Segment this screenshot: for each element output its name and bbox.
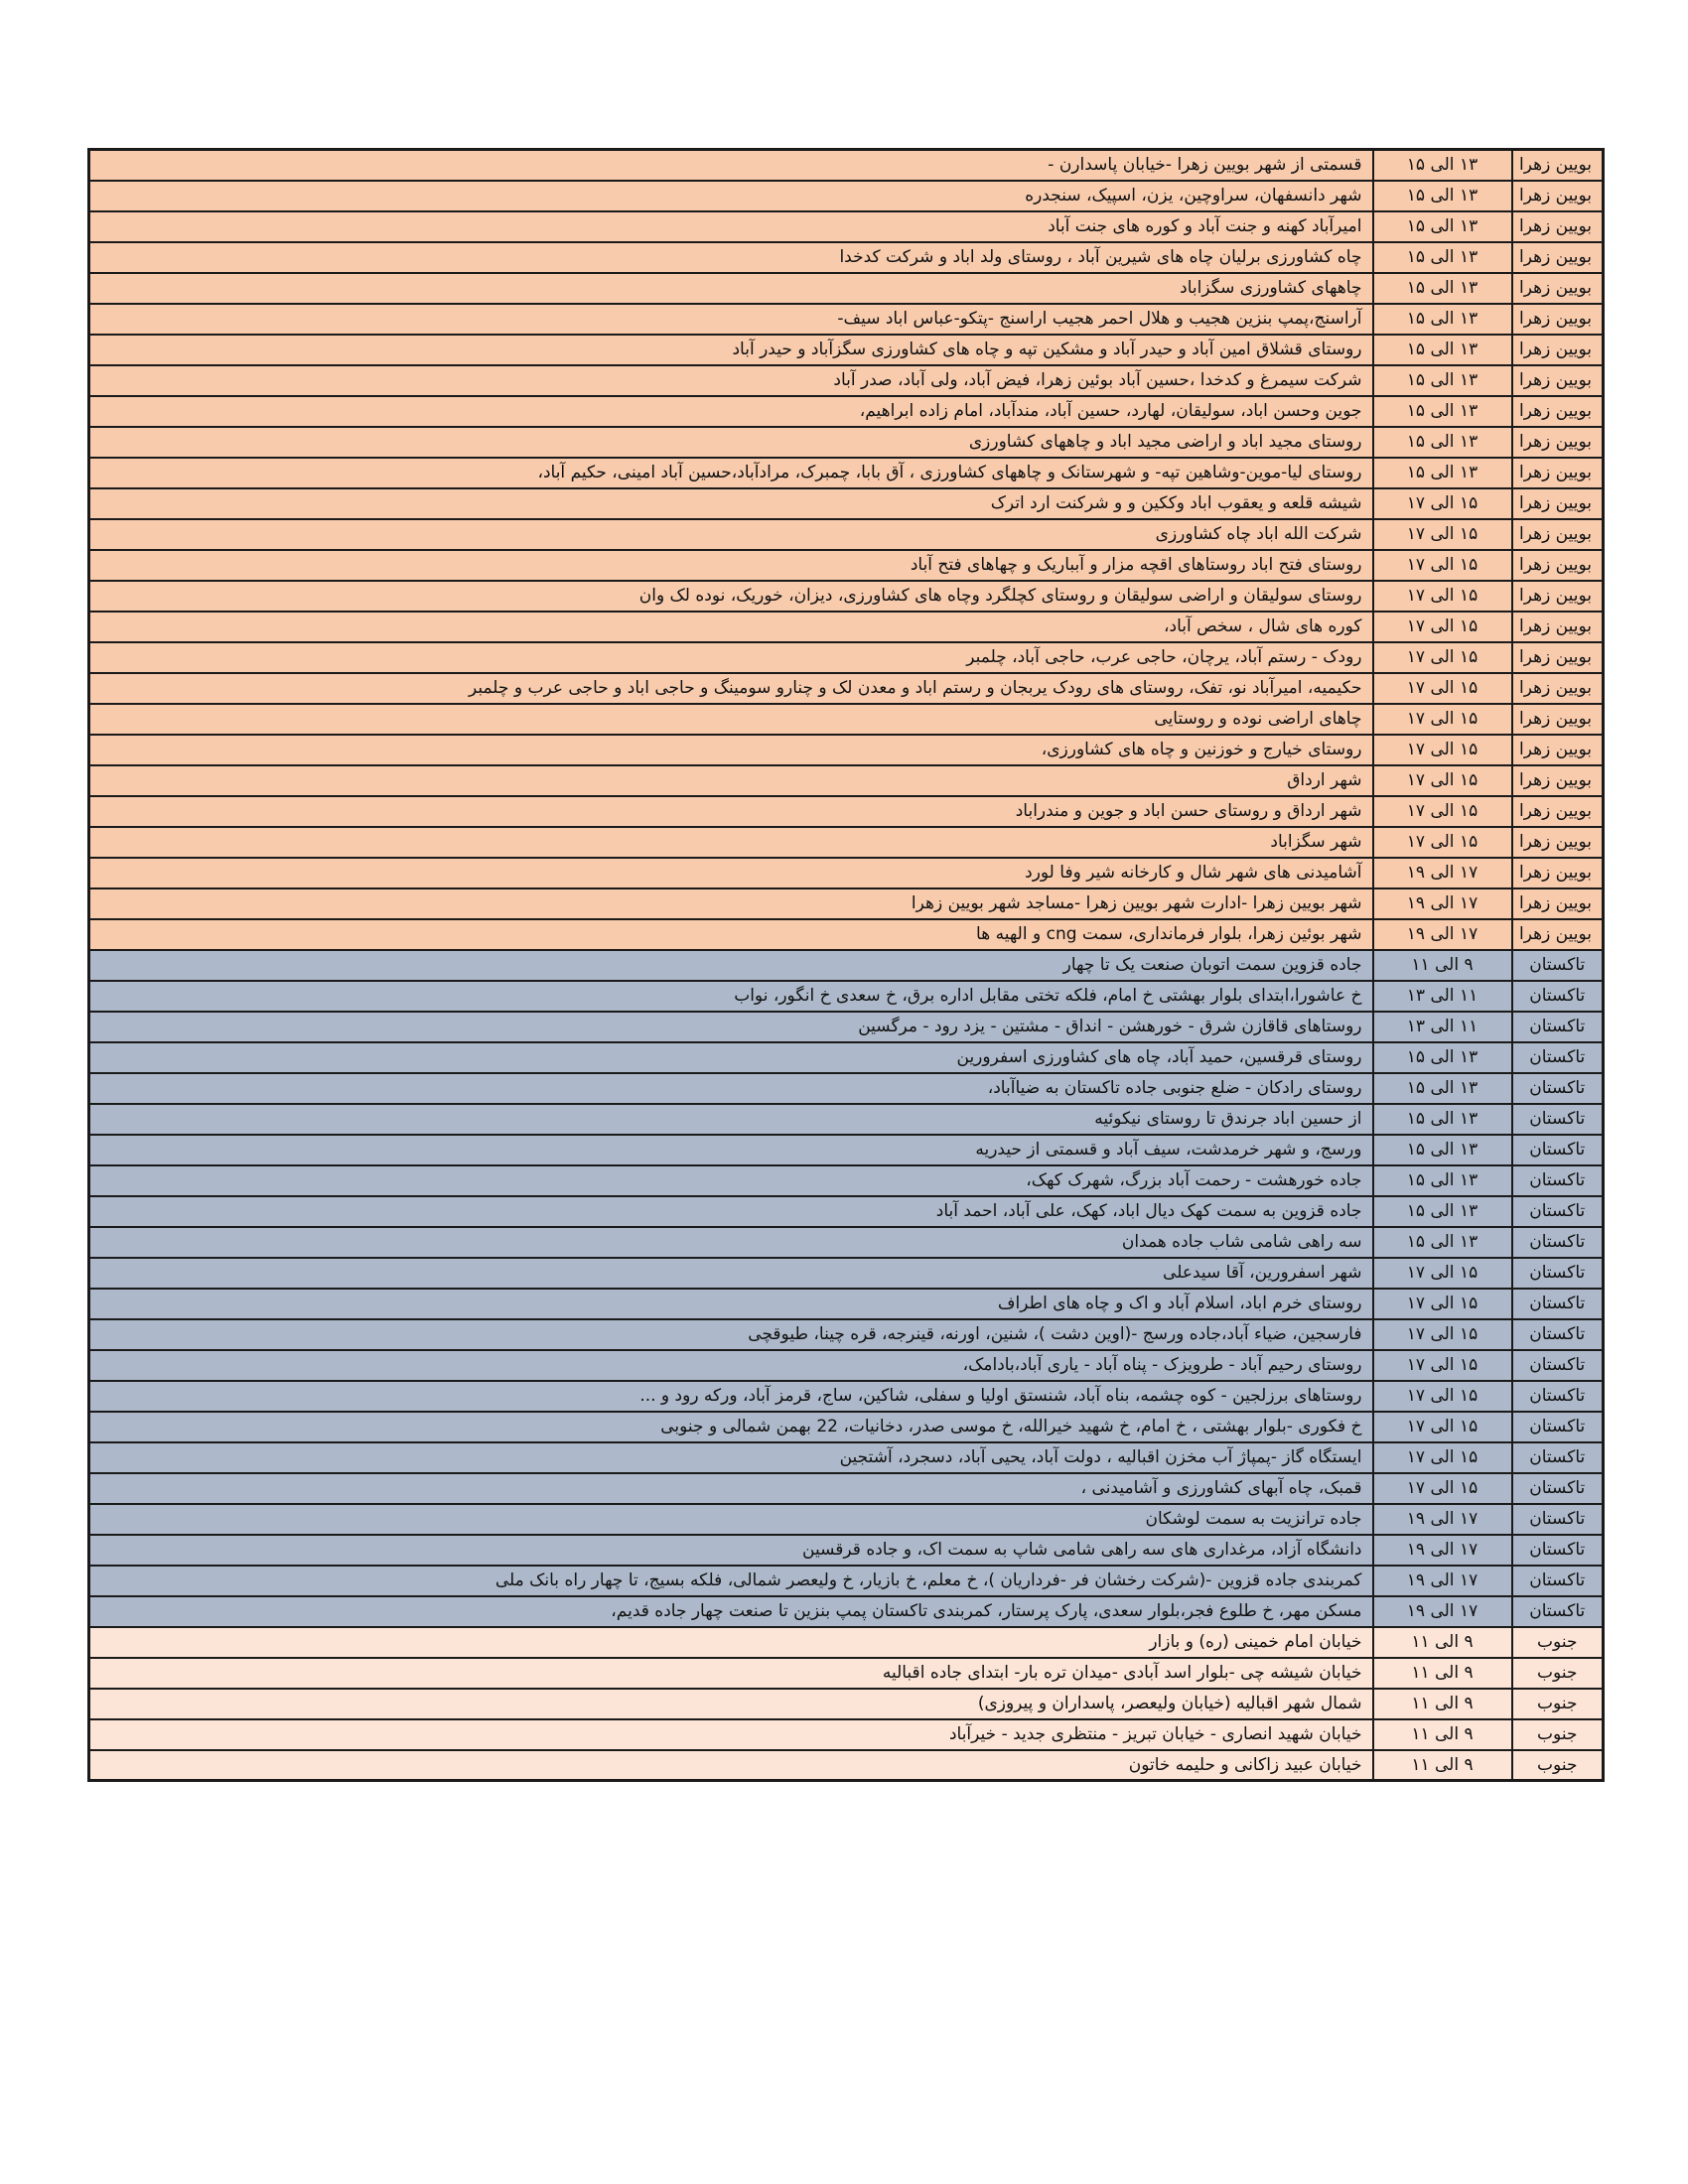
region-cell: تاکستان (1512, 1412, 1604, 1442)
region-cell: بویین زهرا (1512, 704, 1604, 735)
region-cell: تاکستان (1512, 1566, 1604, 1596)
table-row (89, 581, 1604, 612)
area-cell: شهر ارداق (89, 765, 1373, 796)
time-cell: ۱۳ الی ۱۵ (1373, 396, 1512, 427)
table-row (89, 765, 1604, 796)
table-row (89, 1104, 1604, 1135)
time-cell: ۱۵ الی ۱۷ (1373, 1319, 1512, 1350)
time-cell: ۱۵ الی ۱۷ (1373, 1412, 1512, 1442)
region-cell: تاکستان (1512, 1073, 1604, 1104)
area-cell: جاده ترانزیت به سمت لوشکان (89, 1504, 1373, 1535)
region-cell: بویین زهرا (1512, 242, 1604, 273)
time-cell: ۱۵ الی ۱۷ (1373, 519, 1512, 550)
area-cell: مسکن مهر، خ طلوع فجر،بلوار سعدی، پارک پرستار، کمربندی تاکستان پمپ بنزین تا صنعت چهار جاده قدیم، (89, 1596, 1373, 1627)
area-cell: امیرآباد کهنه و جنت آباد و کوره های جنت آباد (89, 211, 1373, 242)
time-cell: ۱۷ الی ۱۹ (1373, 1535, 1512, 1566)
table-row (89, 1258, 1604, 1289)
area-cell: روستای خیارج و خوزنین و چاه های کشاورزی، (89, 735, 1373, 765)
region-cell: جنوب (1512, 1689, 1604, 1719)
region-cell: جنوب (1512, 1719, 1604, 1750)
area-cell: قسمتی از شهر بویین زهرا -خیابان پاسدارن - (89, 150, 1373, 181)
area-cell: چاههای کشاورزی سگزاباد (89, 273, 1373, 304)
region-cell: تاکستان (1512, 1012, 1604, 1042)
region-cell: بویین زهرا (1512, 488, 1604, 519)
time-cell: ۱۵ الی ۱۷ (1373, 1350, 1512, 1381)
region-cell: بویین زهرا (1512, 304, 1604, 335)
area-cell: ورسج، و شهر خرمدشت، سیف آباد و قسمتی از حیدریه (89, 1135, 1373, 1165)
region-cell: تاکستان (1512, 1165, 1604, 1196)
region-cell: بویین زهرا (1512, 550, 1604, 581)
table-row (89, 211, 1604, 242)
area-cell: خیابان شیشه چی -بلوار اسد آبادی -میدان تره بار- ابتدای جاده اقبالیه (89, 1658, 1373, 1689)
table-row (89, 1165, 1604, 1196)
area-cell: روستاهای برزلجین - کوه چشمه، بناه آباد، شنستق اولیا و سفلی، شاکین، ساج، قرمز آباد، ورکه رود و ... (89, 1381, 1373, 1412)
area-cell: سه راهی شامی شاب جاده همدان (89, 1227, 1373, 1258)
time-cell: ۹ الی ۱۱ (1373, 1627, 1512, 1658)
area-cell: روستای خرم اباد، اسلام آباد و اک و چاه های اطراف (89, 1289, 1373, 1319)
region-cell: تاکستان (1512, 1258, 1604, 1289)
table-row (89, 1289, 1604, 1319)
table-row (89, 1750, 1604, 1781)
area-cell: جوین وحسن اباد، سولیقان، لهارد، حسین آباد، مندآباد، امام زاده ابراهیم، (89, 396, 1373, 427)
area-cell: روستای فتح اباد روستاهای اقچه مزار و آبباریک و چهاهای فتح آباد (89, 550, 1373, 581)
time-cell: ۱۷ الی ۱۹ (1373, 888, 1512, 919)
time-cell: ۱۵ الی ۱۷ (1373, 1289, 1512, 1319)
time-cell: ۱۵ الی ۱۷ (1373, 1473, 1512, 1504)
region-cell: بویین زهرا (1512, 427, 1604, 458)
table-row (89, 519, 1604, 550)
region-cell: تاکستان (1512, 1350, 1604, 1381)
region-cell: تاکستان (1512, 1227, 1604, 1258)
outage-schedule-table (87, 148, 1605, 1782)
time-cell: ۱۷ الی ۱۹ (1373, 1566, 1512, 1596)
outage-table-body (89, 150, 1604, 1781)
region-cell: بویین زهرا (1512, 211, 1604, 242)
table-row (89, 888, 1604, 919)
region-cell: بویین زهرا (1512, 765, 1604, 796)
area-cell: روستاهای قاقازن شرق - خورهشن - انداق - مشتین - یزد رود - مرگسین (89, 1012, 1373, 1042)
area-cell: حکیمیه، امیرآباد نو، تفک، روستای های رودک یربجان و رستم اباد و معدن لک و چنارو سومینگ و حاجی اباد و حاجی عرب و چلمبر (89, 673, 1373, 704)
table-row (89, 1227, 1604, 1258)
table-row (89, 150, 1604, 181)
table-row (89, 1042, 1604, 1073)
region-cell: جنوب (1512, 1658, 1604, 1689)
time-cell: ۱۳ الی ۱۵ (1373, 365, 1512, 396)
time-cell: ۱۳ الی ۱۵ (1373, 304, 1512, 335)
region-cell: تاکستان (1512, 1442, 1604, 1473)
table-row (89, 273, 1604, 304)
area-cell: چاه کشاورزی برلیان چاه های شیرین آباد ، روستای ولد اباد و شرکت کدخدا (89, 242, 1373, 273)
table-row (89, 1381, 1604, 1412)
table-row (89, 642, 1604, 673)
area-cell: روستای قشلاق امین آباد و حیدر آباد و مشکین تپه و چاه های کشاورزی سگزآباد و حیدر آباد (89, 335, 1373, 365)
table-row (89, 1196, 1604, 1227)
area-cell: خ فکوری -بلوار بهشتی ، خ امام، خ شهید خیرالله، خ موسی صدر، دخانیات، 22 بهمن شمالی و جنوبی (89, 1412, 1373, 1442)
region-cell: بویین زهرا (1512, 365, 1604, 396)
area-cell: شرکت الله اباد چاه کشاورزی (89, 519, 1373, 550)
time-cell: ۱۳ الی ۱۵ (1373, 1196, 1512, 1227)
table-row (89, 981, 1604, 1012)
area-cell: روستای قرقسین، حمید آباد، چاه های کشاورزی اسفرورین (89, 1042, 1373, 1073)
region-cell: تاکستان (1512, 1135, 1604, 1165)
area-cell: شیشه قلعه و یعقوب اباد وککین و و شرکنت ارد اترک (89, 488, 1373, 519)
time-cell: ۱۳ الی ۱۵ (1373, 1165, 1512, 1196)
table-row (89, 1596, 1604, 1627)
table-row (89, 396, 1604, 427)
time-cell: ۹ الی ۱۱ (1373, 1719, 1512, 1750)
region-cell: تاکستان (1512, 1042, 1604, 1073)
time-cell: ۱۳ الی ۱۵ (1373, 458, 1512, 488)
table-row (89, 1350, 1604, 1381)
area-cell: خیابان امام خمینی (ره) و بازار (89, 1627, 1373, 1658)
table-row (89, 796, 1604, 827)
region-cell: تاکستان (1512, 1381, 1604, 1412)
region-cell: تاکستان (1512, 1289, 1604, 1319)
time-cell: ۱۳ الی ۱۵ (1373, 1227, 1512, 1258)
region-cell: تاکستان (1512, 1535, 1604, 1566)
table-row (89, 950, 1604, 981)
region-cell: بویین زهرا (1512, 458, 1604, 488)
time-cell: ۹ الی ۱۱ (1373, 1658, 1512, 1689)
region-cell: بویین زهرا (1512, 396, 1604, 427)
area-cell: جاده قزوین سمت اتوبان صنعت یک تا چهار (89, 950, 1373, 981)
table-row (89, 1412, 1604, 1442)
area-cell: رودک - رستم آباد، یرچان، حاجی عرب، حاجی آباد، چلمبر (89, 642, 1373, 673)
table-row (89, 427, 1604, 458)
region-cell: بویین زهرا (1512, 181, 1604, 211)
time-cell: ۱۳ الی ۱۵ (1373, 273, 1512, 304)
table-row (89, 488, 1604, 519)
region-cell: بویین زهرا (1512, 581, 1604, 612)
time-cell: ۱۳ الی ۱۵ (1373, 1042, 1512, 1073)
area-cell: آراسنج،پمپ بنزین هجیب و هلال احمر هجیب اراسنج -پتکو-عباس اباد سیف- (89, 304, 1373, 335)
table-row (89, 1566, 1604, 1596)
time-cell: ۱۳ الی ۱۵ (1373, 181, 1512, 211)
region-cell: تاکستان (1512, 1104, 1604, 1135)
region-cell: تاکستان (1512, 981, 1604, 1012)
time-cell: ۹ الی ۱۱ (1373, 1689, 1512, 1719)
region-cell: جنوب (1512, 1627, 1604, 1658)
region-cell: تاکستان (1512, 1596, 1604, 1627)
table-row (89, 1627, 1604, 1658)
time-cell: ۱۵ الی ۱۷ (1373, 765, 1512, 796)
region-cell: بویین زهرا (1512, 919, 1604, 950)
region-cell: تاکستان (1512, 1504, 1604, 1535)
area-cell: شمال شهر اقبالیه (خیابان ولیعصر، پاسداران و پیروزی) (89, 1689, 1373, 1719)
area-cell: چاهای اراضی نوده و روستایی (89, 704, 1373, 735)
table-row (89, 1442, 1604, 1473)
table-row (89, 919, 1604, 950)
time-cell: ۱۵ الی ۱۷ (1373, 735, 1512, 765)
area-cell: آشامیدنی های شهر شال و کارخانه شیر وفا لورد (89, 858, 1373, 888)
region-cell: تاکستان (1512, 1319, 1604, 1350)
area-cell: فارسجین، ضیاء آباد،جاده ورسج -(اوین دشت )، شنین، اورنه، قینرجه، قره چینا، طیوقچی (89, 1319, 1373, 1350)
region-cell: بویین زهرا (1512, 642, 1604, 673)
time-cell: ۱۳ الی ۱۵ (1373, 1104, 1512, 1135)
area-cell: روستای رادکان - ضلع جنوبی جاده تاکستان به ضیاآباد، (89, 1073, 1373, 1104)
area-cell: ایستگاه گاز -پمپاژ آب مخزن اقبالیه ، دولت آباد، یحیی آباد، دسجرد، آشتجین (89, 1442, 1373, 1473)
table-row (89, 612, 1604, 642)
region-cell: بویین زهرا (1512, 827, 1604, 858)
time-cell: ۱۵ الی ۱۷ (1373, 796, 1512, 827)
area-cell: شهر ارداق و روستای حسن اباد و جوین و مندراباد (89, 796, 1373, 827)
time-cell: ۱۷ الی ۱۹ (1373, 858, 1512, 888)
area-cell: قمبک، چاه آبهای کشاورزی و آشامیدنی ، (89, 1473, 1373, 1504)
table-row (89, 1473, 1604, 1504)
time-cell: ۱۵ الی ۱۷ (1373, 1381, 1512, 1412)
table-row (89, 1535, 1604, 1566)
table-row (89, 1012, 1604, 1042)
region-cell: بویین زهرا (1512, 888, 1604, 919)
time-cell: ۱۵ الی ۱۷ (1373, 612, 1512, 642)
table-row (89, 673, 1604, 704)
time-cell: ۱۵ الی ۱۷ (1373, 581, 1512, 612)
area-cell: خیابان عبید زاکانی و حلیمه خاتون (89, 1750, 1373, 1781)
region-cell: بویین زهرا (1512, 273, 1604, 304)
area-cell: کمربندی جاده قزوین -(شرکت رخشان فر -فرداریان )، خ معلم، خ بازیار، خ ولیعصر شمالی، فلکه بسیج، تا چهار راه بانک ملی (89, 1566, 1373, 1596)
region-cell: بویین زهرا (1512, 735, 1604, 765)
table-row (89, 704, 1604, 735)
area-cell: روستای رحیم آباد - طرویزک - پناه آباد - یاری آباد،بادامک، (89, 1350, 1373, 1381)
region-cell: جنوب (1512, 1750, 1604, 1781)
area-cell: جاده قزوین به سمت کهک دیال اباد، کهک، علی آباد، احمد آباد (89, 1196, 1373, 1227)
table-row (89, 1689, 1604, 1719)
time-cell: ۱۵ الی ۱۷ (1373, 642, 1512, 673)
time-cell: ۱۵ الی ۱۷ (1373, 827, 1512, 858)
area-cell: روستای مجید اباد و اراضی مجید اباد و چاههای کشاورزی (89, 427, 1373, 458)
area-cell: شهر بویین زهرا -ادارت شهر بویین زهرا -مساجد شهر بویین زهرا (89, 888, 1373, 919)
table-row (89, 335, 1604, 365)
time-cell: ۱۳ الی ۱۵ (1373, 1073, 1512, 1104)
time-cell: ۱۱ الی ۱۳ (1373, 981, 1512, 1012)
time-cell: ۱۷ الی ۱۹ (1373, 1504, 1512, 1535)
time-cell: ۱۱ الی ۱۳ (1373, 1012, 1512, 1042)
time-cell: ۱۵ الی ۱۷ (1373, 673, 1512, 704)
region-cell: بویین زهرا (1512, 519, 1604, 550)
time-cell: ۱۵ الی ۱۷ (1373, 704, 1512, 735)
time-cell: ۹ الی ۱۱ (1373, 950, 1512, 981)
table-row (89, 181, 1604, 211)
time-cell: ۱۷ الی ۱۹ (1373, 919, 1512, 950)
area-cell: خ عاشورا،ابتدای بلوار بهشتی خ امام، فلکه تختی مقابل اداره برق، خ سعدی خ انگور، نواب (89, 981, 1373, 1012)
region-cell: تاکستان (1512, 1196, 1604, 1227)
time-cell: ۱۳ الی ۱۵ (1373, 335, 1512, 365)
time-cell: ۱۵ الی ۱۷ (1373, 550, 1512, 581)
table-row (89, 458, 1604, 488)
table-row (89, 858, 1604, 888)
table-row (89, 1073, 1604, 1104)
region-cell: تاکستان (1512, 1473, 1604, 1504)
time-cell: ۱۷ الی ۱۹ (1373, 1596, 1512, 1627)
table-row (89, 1135, 1604, 1165)
area-cell: کوره های شال ، سخص آباد، (89, 612, 1373, 642)
table-row (89, 1719, 1604, 1750)
time-cell: ۱۳ الی ۱۵ (1373, 242, 1512, 273)
region-cell: بویین زهرا (1512, 612, 1604, 642)
time-cell: ۱۵ الی ۱۷ (1373, 1258, 1512, 1289)
time-cell: ۹ الی ۱۱ (1373, 1750, 1512, 1781)
area-cell: روستای سولیقان و اراضی سولیقان و روستای کچلگرد وچاه های کشاورزی، دیزان، خوریک، نوده لک وان (89, 581, 1373, 612)
region-cell: تاکستان (1512, 950, 1604, 981)
region-cell: بویین زهرا (1512, 335, 1604, 365)
table-row (89, 242, 1604, 273)
area-cell: از حسین اباد جرندق تا روستای نیکوئیه (89, 1104, 1373, 1135)
area-cell: شهر سگزاباد (89, 827, 1373, 858)
area-cell: روستای لیا-موین-وشاهین تپه- و شهرستانک و چاههای کشاورزی ، آق بابا، چمبرک، مرادآباد،حسین آباد امینی، حکیم آباد، (89, 458, 1373, 488)
area-cell: شهر دانسفهان، سراوچین، یزن، اسپیک، سنجدره (89, 181, 1373, 211)
table-row (89, 365, 1604, 396)
table-row (89, 1319, 1604, 1350)
area-cell: دانشگاه آزاد، مرغداری های سه راهی شامی شاپ به سمت اک، و جاده قرقسین (89, 1535, 1373, 1566)
time-cell: ۱۳ الی ۱۵ (1373, 427, 1512, 458)
area-cell: جاده خورهشت - رحمت آباد بزرگ، شهرک کهک، (89, 1165, 1373, 1196)
area-cell: شهر اسفرورین، آقا سیدعلی (89, 1258, 1373, 1289)
region-cell: بویین زهرا (1512, 858, 1604, 888)
table-row (89, 1504, 1604, 1535)
time-cell: ۱۵ الی ۱۷ (1373, 488, 1512, 519)
region-cell: بویین زهرا (1512, 673, 1604, 704)
region-cell: بویین زهرا (1512, 150, 1604, 181)
region-cell: بویین زهرا (1512, 796, 1604, 827)
table-row (89, 827, 1604, 858)
table-row (89, 1658, 1604, 1689)
time-cell: ۱۳ الی ۱۵ (1373, 1135, 1512, 1165)
area-cell: شهر بوئین زهرا، بلوار فرمانداری، سمت cng و الهیه ها (89, 919, 1373, 950)
time-cell: ۱۳ الی ۱۵ (1373, 150, 1512, 181)
area-cell: خیابان شهید انصاری - خیابان تبریز - منتظری جدید - خیرآباد (89, 1719, 1373, 1750)
time-cell: ۱۳ الی ۱۵ (1373, 211, 1512, 242)
area-cell: شرکت سیمرغ و کدخدا ،حسین آباد بوئین زهرا، فیض آباد، ولی آباد، صدر آباد (89, 365, 1373, 396)
time-cell: ۱۵ الی ۱۷ (1373, 1442, 1512, 1473)
table-row (89, 550, 1604, 581)
table-row (89, 304, 1604, 335)
table-row (89, 735, 1604, 765)
